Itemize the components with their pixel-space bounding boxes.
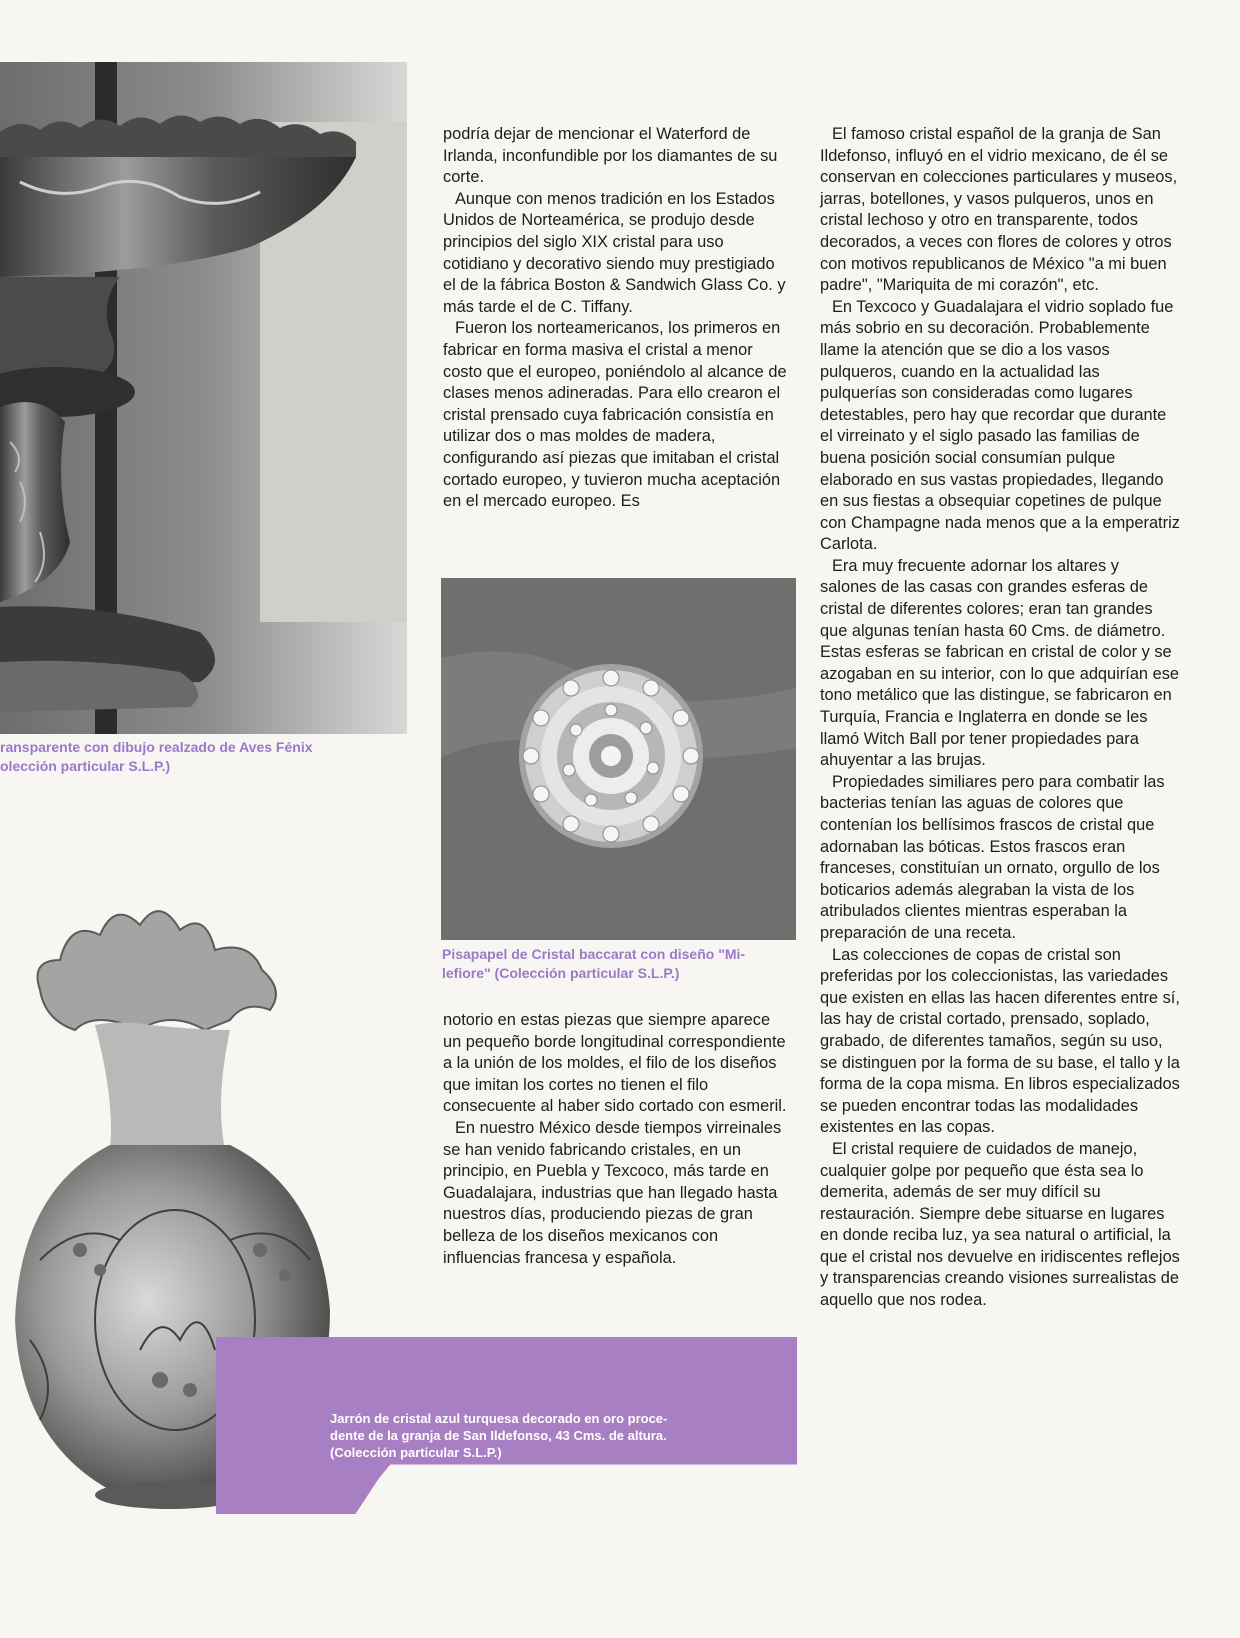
paragraph: Las colecciones de copas de cristal son preferidas por los coleccionistas, las variedades que existen en ellas las hacen diferentes entre sí, las hay de cristal cortado, prensado, soplado, grabado, de diferentes tamaños, según su uso, se distinguen por la forma de su base, el tallo y la forma de la copa misma. En libros especializados se pueden encontrar todas las modalidades existentes en las copas. bbox=[820, 945, 1180, 1137]
paperweight-caption: Pisapapel de Cristal baccarat con diseño "Mi- lefiore" (Colección particular S.L.P.) bbox=[442, 946, 746, 981]
paragraph: Propiedades similiares pero para combatir las bacterias tenían las aguas de colores que contenían los bellísimos frascos de cristal que adornaban las bóticas. Estos frascos eran franceses, constituían un ornato, orgullo de los boticarios además alegraban la vista de los atribulados clientes mientras esperaban la preparación de una receta. bbox=[820, 772, 1165, 942]
article-column-middle-bottom bbox=[443, 1010, 788, 1269]
bowl-caption: ransparente con dibujo realzado de Aves Fénix olección particular S.L.P.) bbox=[0, 739, 313, 774]
paragraph: Fueron los norteamericanos, los primeros en fabricar en forma masiva el cristal a menor costo que el europeo, poniéndolo al alcance de clases menos adineradas. Para ello crearon el cristal prensado cuya fabricación consistía en utilizar dos o mas moldes de madera, configurando así piezas que imitaban el cristal cortado europeo, y tuvieron mucha aceptación en el mercado europeo. Es bbox=[443, 319, 787, 511]
article-column-right bbox=[820, 124, 1180, 1312]
paragraph: podría dejar de mencionar el Waterford de Irlanda, inconfundible por los diamantes de su corte. bbox=[443, 125, 778, 187]
paragraph: Aunque con menos tradición en los Estados Unidos de Norteamérica, se produjo desde principios del siglo XIX cristal para uso cotidiano y decorativo siendo muy prestigiado el de la fábrica Boston & Sandwich Glass Co. y más tarde el de C. Tiffany. bbox=[443, 189, 786, 316]
paragraph: notorio en estas piezas que siempre aparece un pequeño borde longitudinal correspondiente a la unión de los moldes, el filo de los diseños que imitan los cortes no tienen el filo consecuente al haber sido cortado con esmeril. bbox=[443, 1011, 787, 1116]
paragraph: El cristal requiere de cuidados de manejo, cualquier golpe por pequeño que ésta sea lo demerita, además de ser muy difícil su restauración. Siempre debe situarse en lugares en donde reciba luz, ya sea natural o artificial, la que el cristal nos devuelve en iridiscentes reflejos y transparencias creando visiones surrealistas de aquello que nos rodea. bbox=[820, 1139, 1180, 1310]
vase-caption: Jarrón de cristal azul turquesa decorado en oro proce- dente de la granja de San Ildefonso, 43 Cms. de altura. (Colección particular S.L.P.) bbox=[330, 1411, 668, 1460]
glass-bowl-photo bbox=[0, 62, 407, 734]
millefiori-paperweight-photo bbox=[441, 578, 796, 940]
paragraph: Era muy frecuente adornar los altares y salones de las casas con grandes esferas de cristal de diferentes colores; eran tan grandes que algunas tenían hasta 60 Cms. de diámetro. Estas esferas se fabrican en cristal de color y se azogaban en su interior, con lo que adquirían ese tono metálico que las distingue, se fabricaron en Turquía, Francia e Inglaterra en donde se les llamó Witch Ball por tener propiedades para ahuyentar a las brujas. bbox=[820, 556, 1180, 770]
paragraph: En nuestro México desde tiempos virreinales se han venido fabricando cristales, en un principio, en Puebla y Texcoco, más tarde en Guadalajara, industrias que han llegado hasta nuestros días, produciendo piezas de gran belleza de los diseños mexicanos con influencias francesa y española. bbox=[443, 1118, 782, 1267]
paragraph: En Texcoco y Guadalajara el vidrio soplado fue más sobrio en su decoración. Probablemente llame la atención que se dio a los vasos pulqueros, cuando en la actualidad las pulquerías son consideradas como lugares detestables, pero hay que recordar que durante el virreinato y el siglo pasado las familias de buena posición social consumían pulque elaborado en sus vastas propiedades, llegando en sus fiestas a obsequiar copetines de pulque con Champagne nada menos que a la emperatriz Carlota. bbox=[820, 297, 1180, 554]
paragraph: El famoso cristal español de la granja de San Ildefonso, influyó en el vidrio mexicano, de él se conservan en colecciones particulares y museos, jarras, botellones, y vasos pulqueros, unos en cristal lechoso y otro en transparente, todos decorados, a veces con flores de colores y otros con motivos republicanos de México "a mi buen padre", "Mariquita de mi corazón", etc. bbox=[820, 125, 1178, 295]
article-column-middle-top bbox=[443, 124, 788, 513]
